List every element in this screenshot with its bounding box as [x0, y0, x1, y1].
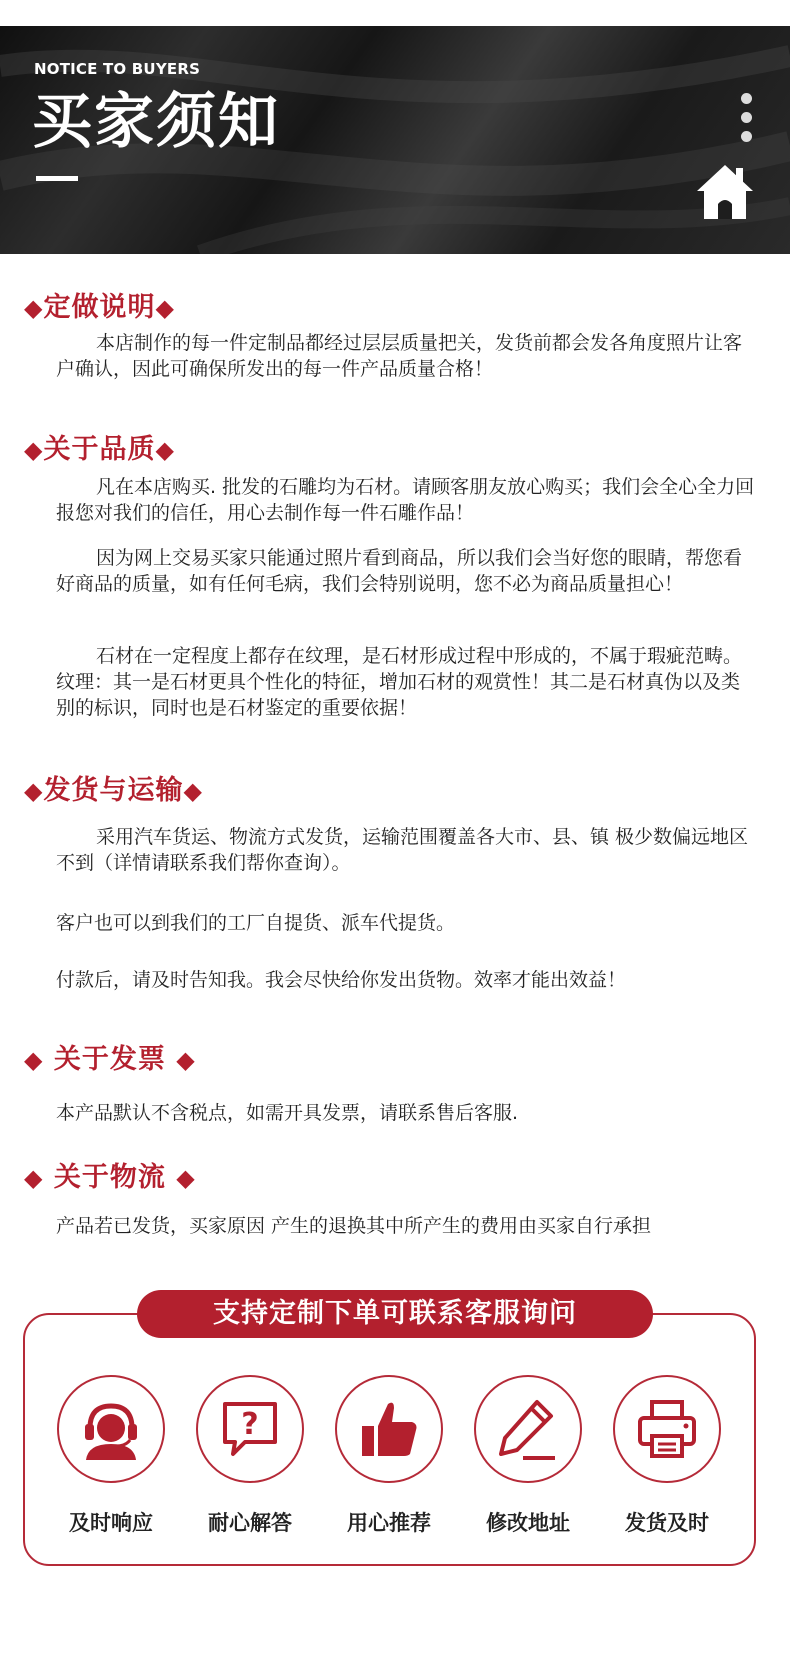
printer-icon	[632, 1394, 702, 1464]
paragraph: 本店制作的每一件定制品都经过层层质量把关，发货前都会发各角度照片让客户确认，因此可确保所发出的每一件产品质量合格！	[56, 332, 743, 380]
dots-vertical-icon[interactable]	[741, 131, 752, 142]
diamond-icon: ◆	[155, 294, 175, 322]
paragraph: 产品若已发货，买家原因 产生的退换其中所产生的费用由买家自行承担	[56, 1215, 652, 1237]
paragraph: 石材在一定程度上都存在纹理，是石材形成过程中形成的，不属于瑕疵范畴。纹理：其一是石材更具个性化的特征，增加石材的观赏性！其二是石材真伪以及类别的标识，同时也是石材鉴定的重要依据！	[56, 645, 743, 719]
paragraph: 本产品默认不含税点，如需开具发票，请联系售后客服.	[56, 1102, 519, 1124]
headset-agent-icon	[76, 1394, 146, 1464]
diamond-icon: ◆	[176, 1046, 196, 1074]
paragraph: 因为网上交易买家只能通过照片看到商品，所以我们会当好您的眼睛，帮您看好商品的质量，如有任何毛病，我们会特别说明，您不必为商品质量担心！	[56, 547, 743, 595]
service-item[interactable]	[194, 1375, 306, 1537]
banner-subtitle: NOTICE TO BUYERS	[34, 60, 201, 78]
thumbs-up-icon	[354, 1394, 424, 1464]
section-title: ◆定做说明◆	[24, 292, 175, 323]
svg-text:?: ?	[241, 1407, 259, 1442]
paragraph: 凡在本店购买. 批发的石雕均为石材。请顾客朋友放心购买；我们会全心全力回报您对我们的信任，用心去制作每一件石雕作品！	[56, 476, 755, 524]
paragraph: 付款后，请及时告知我。我会尽快给你发出货物。效率才能出效益！	[56, 969, 627, 991]
top-strip	[0, 0, 790, 26]
title-underline	[36, 176, 78, 181]
service-item[interactable]	[611, 1375, 723, 1537]
service-label: 发货及时	[625, 1511, 709, 1535]
diamond-icon: ◆	[176, 1164, 196, 1192]
section-title: ◆发货与运输◆	[24, 775, 203, 806]
service-label: 及时响应	[69, 1511, 153, 1535]
diamond-icon: ◆	[24, 294, 44, 322]
service-label: 修改地址	[486, 1511, 570, 1535]
diamond-icon: ◆	[24, 777, 44, 805]
service-label: 耐心解答	[208, 1511, 292, 1535]
service-item[interactable]	[472, 1375, 584, 1537]
service-item[interactable]	[55, 1375, 167, 1537]
section-title: ◆ 关于发票 ◆	[24, 1044, 196, 1075]
support-title: 支持定制下单可联系客服询问	[137, 1290, 653, 1338]
page-title: 买家须知	[32, 87, 280, 157]
section-title: ◆关于品质◆	[24, 434, 175, 465]
home-icon[interactable]	[694, 160, 756, 222]
paragraph: 客户也可以到我们的工厂自提货、派车代提货。	[56, 912, 456, 934]
question-bubble-icon	[215, 1394, 285, 1464]
service-label: 用心推荐	[347, 1511, 431, 1535]
diamond-icon: ◆	[155, 436, 175, 464]
diamond-icon: ◆	[183, 777, 203, 805]
dots-vertical-icon[interactable]	[741, 112, 752, 123]
pencil-edit-icon	[493, 1394, 563, 1464]
paragraph: 采用汽车货运、物流方式发货，运输范围覆盖各大市、县、镇 极少数偏远地区不到（详情请联系我们帮你查询）。	[56, 826, 749, 874]
service-item[interactable]	[333, 1375, 445, 1537]
section-title: ◆ 关于物流 ◆	[24, 1162, 196, 1193]
diamond-icon: ◆	[24, 1046, 44, 1074]
diamond-icon: ◆	[24, 1164, 44, 1192]
diamond-icon: ◆	[24, 436, 44, 464]
dots-vertical-icon[interactable]	[741, 93, 752, 104]
